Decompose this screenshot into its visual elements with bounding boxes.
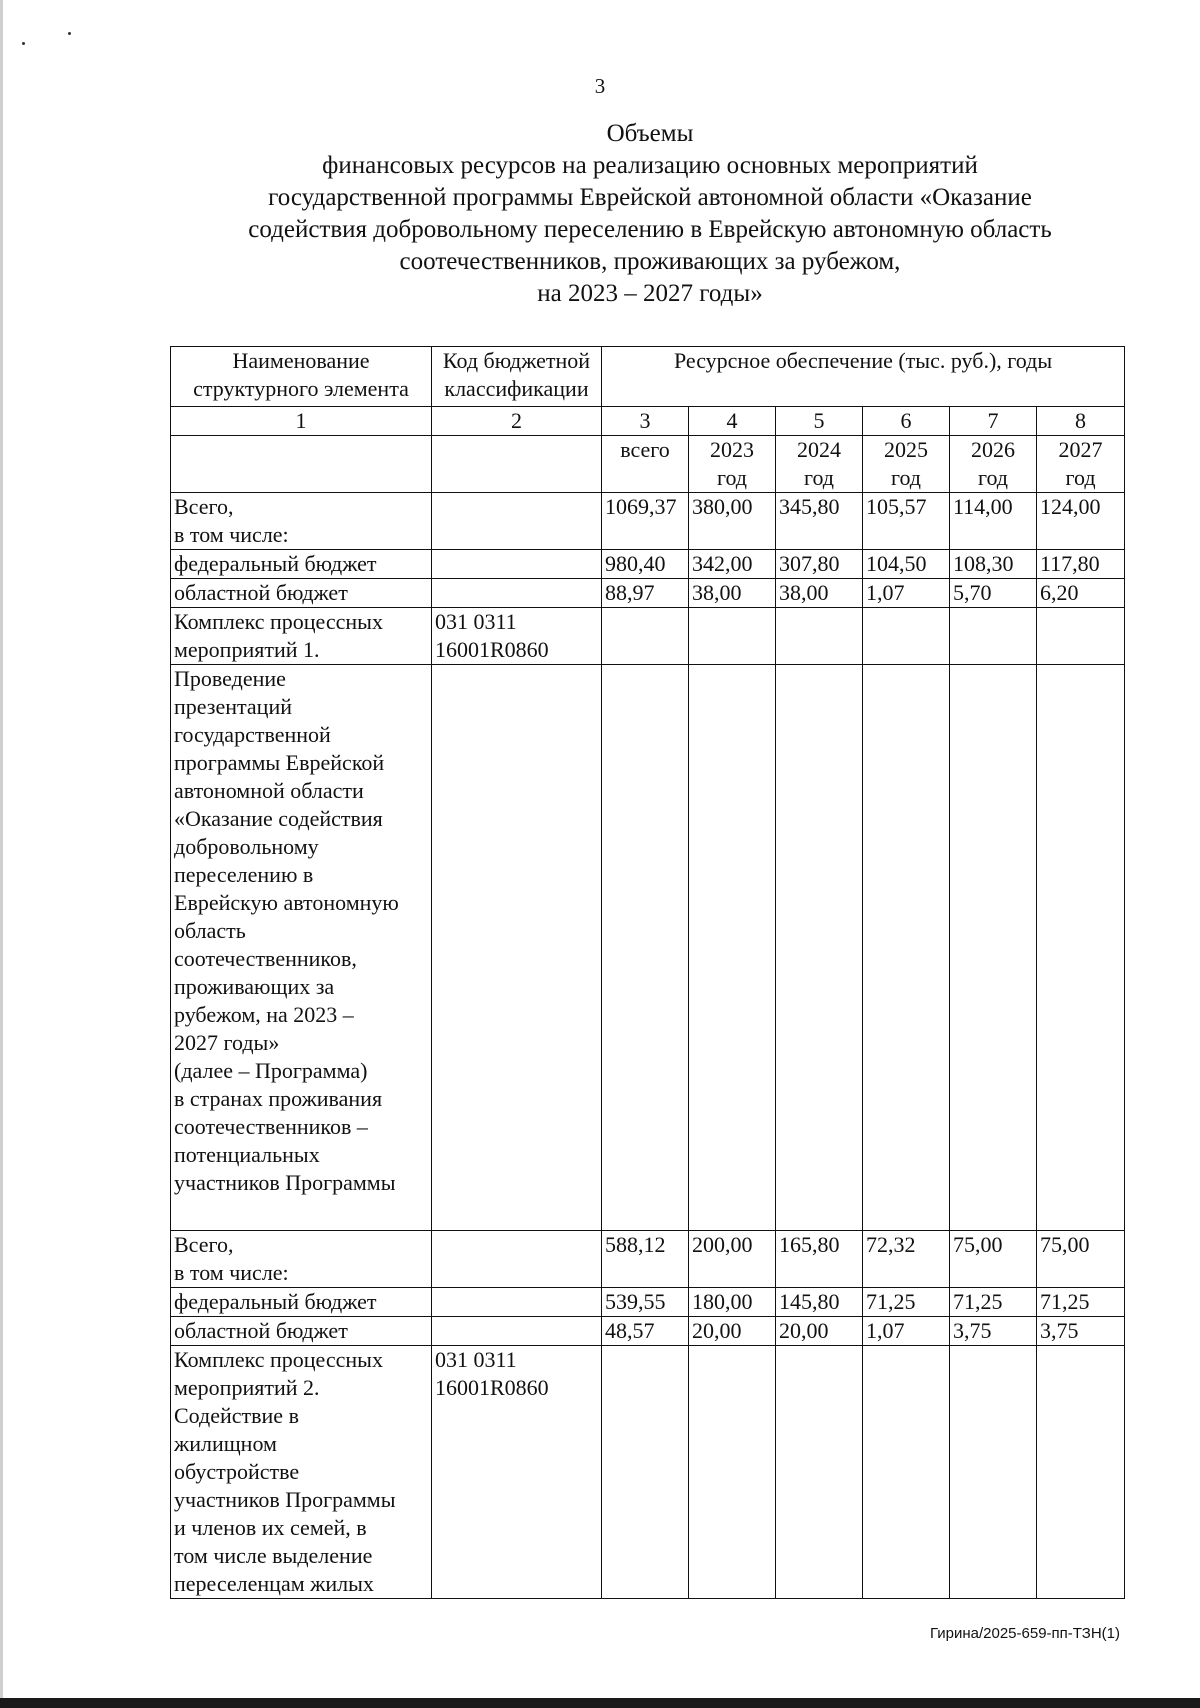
row-label: областной бюджет [171, 579, 432, 608]
value-cell: 20,00 [776, 1317, 863, 1346]
empty-cell [432, 436, 602, 493]
table-row-complex-2 [171, 1346, 1125, 1599]
value-cell: 380,00 [689, 493, 776, 550]
scan-bottom-strip [0, 1698, 1200, 1708]
title-line: финансовых ресурсов на реализацию основных мероприятий [322, 152, 978, 179]
value-cell: 165,80 [776, 1231, 863, 1288]
value-cell: 72,32 [863, 1231, 950, 1288]
col-number: 2 [432, 407, 602, 436]
header-name: Наименование структурного элемента [171, 347, 432, 407]
value-cell: 104,50 [863, 550, 950, 579]
value-cell: 1,07 [863, 1317, 950, 1346]
measure-description: Проведение презентаций государственной программы Еврейской автономной области «Оказание содействия добровольному переселению в Еврейскую автономную область соотечественников, проживающих за рубежом, на 2023 – 2027 годы» (далее – Программа) в странах проживания соотечественников – потенциальных участников Программы [171, 665, 432, 1231]
page-number: 3 [594, 74, 606, 98]
value-cell: 48,57 [602, 1317, 689, 1346]
empty-cell [432, 1317, 602, 1346]
title-line: на 2023 – 2027 годы» [537, 280, 763, 307]
empty-cell [950, 665, 1037, 1231]
empty-cell [689, 665, 776, 1231]
year-header: всего [602, 436, 689, 493]
row-label: федеральный бюджет [171, 1288, 432, 1317]
value-cell: 307,80 [776, 550, 863, 579]
empty-cell [432, 550, 602, 579]
empty-cell [863, 608, 950, 665]
value-cell: 980,40 [602, 550, 689, 579]
empty-cell [863, 1346, 950, 1599]
value-cell: 539,55 [602, 1288, 689, 1317]
title-line: содействия добровольному переселению в Еврейскую автономную область [248, 216, 1052, 243]
value-cell: 71,25 [950, 1288, 1037, 1317]
value-cell: 38,00 [776, 579, 863, 608]
col-number: 1 [171, 407, 432, 436]
col-number: 6 [863, 407, 950, 436]
table-row-regional [171, 579, 1125, 608]
empty-cell [1037, 1346, 1125, 1599]
column-number-row [171, 407, 1125, 436]
empty-cell [776, 608, 863, 665]
value-cell: 71,25 [863, 1288, 950, 1317]
table-row-total [171, 1231, 1125, 1288]
value-cell: 200,00 [689, 1231, 776, 1288]
row-label: областной бюджет [171, 1317, 432, 1346]
empty-cell [950, 1346, 1037, 1599]
empty-cell [689, 1346, 776, 1599]
value-cell: 71,25 [1037, 1288, 1125, 1317]
row-label: федеральный бюджет [171, 550, 432, 579]
complex-name: Комплекс процессных мероприятий 1. [171, 608, 432, 665]
value-cell: 6,20 [1037, 579, 1125, 608]
value-cell: 3,75 [1037, 1317, 1125, 1346]
scan-speck [22, 42, 25, 45]
document-title [120, 118, 1180, 310]
empty-cell [1037, 665, 1125, 1231]
title-line: соотечественников, проживающих за рубежом, [399, 248, 901, 275]
complex-name: Комплекс процессных мероприятий 2. Содействие в жилищном обустройстве участников Программы и членов их семей, в том числе выделение переселенцам жилых [171, 1346, 432, 1599]
value-cell: 342,00 [689, 550, 776, 579]
value-cell: 180,00 [689, 1288, 776, 1317]
empty-cell [776, 665, 863, 1231]
header-resources: Ресурсное обеспечение (тыс. руб.), годы [602, 347, 1125, 407]
budget-code: 031 0311 16001R0860 [432, 608, 602, 665]
table-row-complex-1 [171, 608, 1125, 665]
value-cell: 1,07 [863, 579, 950, 608]
year-header: 2027 год [1037, 436, 1125, 493]
col-number: 5 [776, 407, 863, 436]
year-header: 2024 год [776, 436, 863, 493]
value-cell: 108,30 [950, 550, 1037, 579]
col-number: 3 [602, 407, 689, 436]
scan-left-edge [0, 0, 3, 1708]
value-cell: 1069,37 [602, 493, 689, 550]
scan-speck [68, 32, 71, 35]
title-line: Объемы [606, 120, 694, 147]
row-label: Всего, в том числе: [171, 493, 432, 550]
value-cell: 124,00 [1037, 493, 1125, 550]
finance-table [170, 346, 1125, 1599]
col-number: 7 [950, 407, 1037, 436]
value-cell: 345,80 [776, 493, 863, 550]
table-header-row [171, 347, 1125, 407]
table-row-total [171, 493, 1125, 550]
value-cell: 75,00 [950, 1231, 1037, 1288]
empty-cell [602, 665, 689, 1231]
year-header-row [171, 436, 1125, 493]
header-code: Код бюджетной классификации [432, 347, 602, 407]
value-cell: 20,00 [689, 1317, 776, 1346]
year-header: 2023 год [689, 436, 776, 493]
value-cell: 75,00 [1037, 1231, 1125, 1288]
document-footer-id: Гирина/2025-659-пп-ТЗН(1) [929, 1625, 1120, 1642]
value-cell: 5,70 [950, 579, 1037, 608]
budget-code: 031 0311 16001R0860 [432, 1346, 602, 1599]
value-cell: 588,12 [602, 1231, 689, 1288]
value-cell: 88,97 [602, 579, 689, 608]
empty-cell [602, 608, 689, 665]
empty-cell [863, 665, 950, 1231]
year-header: 2026 год [950, 436, 1037, 493]
row-label: Всего, в том числе: [171, 1231, 432, 1288]
empty-cell [432, 1231, 602, 1288]
col-number: 8 [1037, 407, 1125, 436]
year-header: 2025 год [863, 436, 950, 493]
empty-cell [432, 1288, 602, 1317]
col-number: 4 [689, 407, 776, 436]
value-cell: 3,75 [950, 1317, 1037, 1346]
empty-cell [950, 608, 1037, 665]
table-row-regional [171, 1317, 1125, 1346]
table-row-description [171, 665, 1125, 1231]
title-line: государственной программы Еврейской автономной области «Оказание [268, 184, 1032, 211]
empty-cell [171, 436, 432, 493]
empty-cell [776, 1346, 863, 1599]
empty-cell [432, 665, 602, 1231]
empty-cell [432, 579, 602, 608]
table-row-federal [171, 550, 1125, 579]
empty-cell [432, 493, 602, 550]
table-row-federal [171, 1288, 1125, 1317]
value-cell: 105,57 [863, 493, 950, 550]
value-cell: 38,00 [689, 579, 776, 608]
empty-cell [1037, 608, 1125, 665]
empty-cell [602, 1346, 689, 1599]
value-cell: 145,80 [776, 1288, 863, 1317]
value-cell: 117,80 [1037, 550, 1125, 579]
empty-cell [689, 608, 776, 665]
value-cell: 114,00 [950, 493, 1037, 550]
